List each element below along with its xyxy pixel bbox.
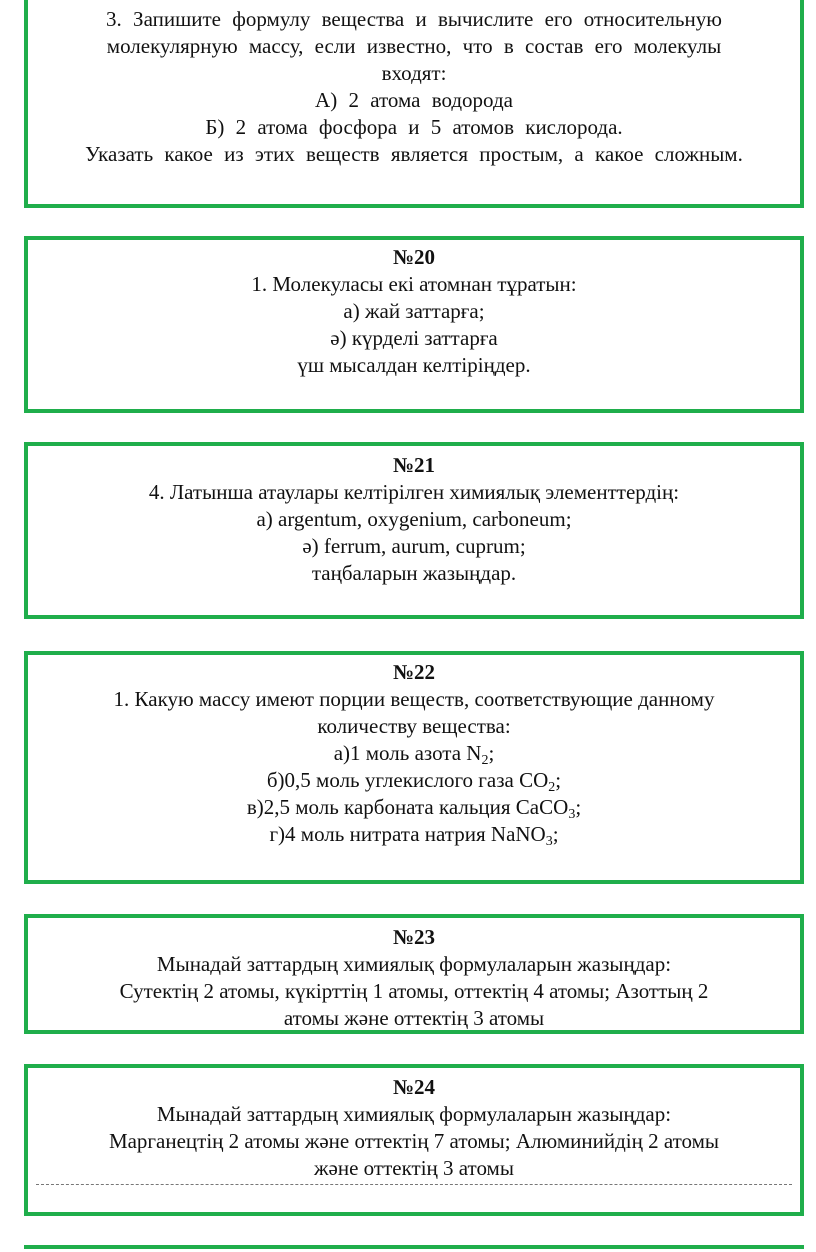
task-23-box: [24, 914, 804, 1034]
task-23-line: Сутектің 2 атомы, күкірттің 1 атомы, оттектің 4 атомы; Азоттың 2: [119, 979, 709, 1003]
task-22-box: [24, 651, 804, 884]
task-21-line: а) argentum, oxygenium, carboneum;: [256, 507, 572, 531]
item-end: ;: [488, 741, 495, 765]
task-3-line: А) 2 атома водорода: [315, 88, 513, 112]
task-3-line: входят:: [381, 61, 447, 85]
task-22-item-b: [28, 767, 800, 794]
task-20-line: үш мысалдан келтіріңдер.: [297, 353, 531, 377]
subscript: 2: [548, 780, 556, 795]
task-3-line: Б) 2 атома фосфора и 5 атомов кислорода.: [205, 115, 623, 139]
task-number: №20: [392, 245, 436, 269]
subscript: 2: [481, 753, 489, 768]
task-24-box: [24, 1064, 804, 1216]
item-end: ;: [552, 822, 559, 846]
item-text: а)1 моль азота N: [333, 741, 482, 765]
task-20-line: 1. Молекуласы екі атомнан тұратын:: [251, 272, 577, 296]
task-number: №24: [392, 1075, 436, 1099]
task-3-line: 3. Запишите формулу вещества и вычислите его относительную: [106, 7, 722, 31]
task-number: №23: [392, 925, 436, 949]
task-3-line: молекулярную массу, если известно, что в состав его молекулы: [106, 34, 722, 58]
task-22-item-a: [28, 740, 800, 767]
task-21-line: таңбаларын жазыңдар.: [311, 561, 517, 585]
task-number: №21: [392, 453, 436, 477]
task-22-line: 1. Какую массу имеют порции веществ, соответствующие данному: [113, 687, 715, 711]
task-22-line: количеству вещества:: [317, 714, 511, 738]
item-end: ;: [555, 768, 562, 792]
task-21-box: [24, 442, 804, 619]
task-23-line: Мынадай заттардың химиялық формулаларын жазыңдар:: [156, 952, 672, 976]
item-text: в)2,5 моль карбоната кальция CaCO: [246, 795, 569, 819]
task-number: №22: [392, 660, 436, 684]
dotted-divider: [36, 1184, 792, 1185]
subscript: 3: [545, 834, 553, 849]
subscript: 3: [568, 807, 576, 822]
task-24-line: Марганецтің 2 атомы және оттектің 7 атомы; Алюминийдің 2 атомы: [108, 1129, 720, 1153]
task-23-line: атомы және оттектің 3 атомы: [283, 1006, 545, 1030]
task-20-line: а) жай заттарға;: [343, 299, 485, 323]
task-20-line: ә) күрделі заттарға: [330, 326, 498, 350]
task-3-line: Указать какое из этих веществ является простым, а какое сложным.: [85, 142, 743, 166]
next-box-border: [24, 1245, 804, 1249]
item-text: г)4 моль нитрата натрия NaNO: [269, 822, 546, 846]
item-end: ;: [575, 795, 582, 819]
task-20-box: [24, 236, 804, 413]
item-text: б)0,5 моль углекислого газа CO: [266, 768, 549, 792]
task-3-box: [24, 0, 804, 208]
task-22-item-d: [28, 821, 800, 848]
task-21-line: ә) ferrum, aurum, cuprum;: [302, 534, 526, 558]
task-24-line: Мынадай заттардың химиялық формулаларын жазыңдар:: [156, 1102, 672, 1126]
task-21-line: 4. Латынша атаулары келтірілген химиялық элементтердің:: [148, 480, 680, 504]
task-22-item-c: [28, 794, 800, 821]
task-24-line: және оттектің 3 атомы: [314, 1156, 514, 1180]
